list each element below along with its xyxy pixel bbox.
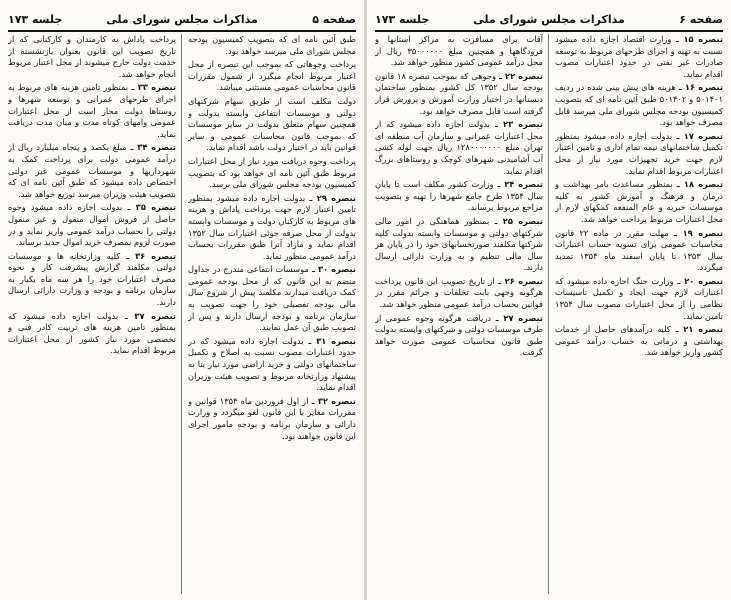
left-page-header xyxy=(8,8,356,32)
publication-title: مذاکرات مجلس شورای ملی xyxy=(106,13,258,26)
paragraph: تبصره ۲۳ ـ بدولت اجازه داده میشود که از محل اعتبارات عمرانی و سازمان آب منطقه ای تهران مبلغ ۱۲۸۰۰۰۰۰۰۰ ریال جهت لوله کشی آب آشامیدنی شهرهای کوچک و روستاهای بزرگ اقدام نماید. xyxy=(375,119,543,176)
paragraph: تبصره ۳۷ ـ بدولت اجازه داده میشود که بمنظور تامین هزینه های تربیت کادر فنی و تخصصی مورد نیاز کشور از محل اعتبارات مربوط اقدام نماید. xyxy=(8,310,176,356)
paragraph: تبصره ۳۶ ـ کلیه وزارتخانه ها و موسسات دولتی مکلفند گزارش پیشرفت کار و نحوه مصرف اعتبارات خود را هر سه ماه یکبار به سازمان برنامه و بودجه و وزارت دارائی ارسال دارند. xyxy=(8,250,176,308)
paragraph: طبق آئین نامه ای که بتصویب کمیسیون بودجه مجلس شورای ملی میرسد خواهد بود. xyxy=(188,34,356,56)
left-page-columns xyxy=(8,34,356,594)
paragraph: تبصره ۳۵ ـ بدولت اجازه داده میشود وجوه حاصل از فروش اموال منقول و غیر منقول دولتی را بحساب درآمد عمومی واریز نماید و در صورت لزوم بمصرف خرید اموال جدید برساند. xyxy=(8,202,176,248)
paragraph: تبصره ۱۸ ـ بمنظور مساعدت بامر بهداشت و درمان و فرهنگ و آموزش کشور به کلیه موسسات خیریه و عام المنفعه کمکهای لازم از محل اعتبارات مربوط پرداخت خواهد شد. xyxy=(555,179,723,224)
paragraph: تبصره ۲۱ ـ کلیه درآمدهای حاصل از خدمات بهداشتی و درمانی به حساب درآمد عمومی کشور واریز خواهد شد. xyxy=(555,324,723,358)
publication-title: مذاکرات مجلس شورای ملی xyxy=(473,13,625,26)
paragraph: تبصره ۲۹ ـ بدولت اجازه داده میشود بمنظور تامین اعتبار لازم جهت پرداخت پاداش و هزینه های مربوط به کارکنان دولت و موسسات وابسته بدولت از محل صرفه جوئی اعتبارات سال ۱۳۵۲ اقدام نماید و مازاد آنرا طبق مقررات بحساب درآمد عمومی منظور نماید. xyxy=(188,192,356,261)
text-column-right xyxy=(555,34,723,594)
text-column-right xyxy=(188,34,356,594)
paragraph: تبصره ۱۶ ـ هزینه های پیش بینی شده در ردیف ۵۰۱۴۰۱ و ۵۰۱۴۰۲ طبق آئین نامه ای که بتصویب کمیسیون بودجه مجلس شورای ملی میرسد قابل مصرف خواهد بود. xyxy=(555,82,723,128)
session-number: جلسه ۱۷۳ xyxy=(375,13,430,26)
paragraph: پرداخت وجوهاتی که بموجب این تبصره از محل اعتبار مربوط انجام میگیرد از شمول مقررات قانون محاسبات عمومی مستثنی میباشد. xyxy=(188,59,356,93)
paragraph: تبصره ۲۴ ـ وزارت کشور مکلف است تا پایان سال ۱۳۵۴ طرح جامع شهرها را تهیه و بتصویب مراجع مربوط برساند. xyxy=(375,179,543,213)
paragraph: تبصره ۳۱ ـ بدولت اجازه داده میشود که در حدود اعتبارات مصوب نسبت به اصلاح و تکمیل ساختمانهای دولتی و خرید اراضی مورد نیاز بنا به پیشنهاد وزارتخانه مربوط و تصویب هیئت وزیران اقدام نماید. xyxy=(188,335,356,393)
right-page xyxy=(367,0,731,600)
right-page-header xyxy=(375,8,723,32)
session-number: جلسه ۱۷۳ xyxy=(8,13,63,26)
paragraph: تبصره ۲۶ ـ از تاریخ تصویب این قانون پرداخت هرگونه وجهی بابت تخلفات و جرائم مقرر در قوانین بحساب درآمد عمومی منظور خواهد شد. xyxy=(375,275,543,310)
column-divider xyxy=(548,34,549,594)
paragraph: تبصره ۱۵ ـ وزارت اقتصاد اجازه داده میشود نسبت به تهیه و اجرای طرحهای مربوط به توسعه صادرات غیر نفتی در حدود اعتبارات مصوب اقدام نماید. xyxy=(555,34,723,79)
paragraph: تبصره ۳۰ ـ موسسات انتفاعی مندرج در جداول منضم به این قانون که از محل بودجه عمومی کمک دریافت میدارند مکلفند پیش از شروع سال مالی بودجه تفصیلی خود را جهت تصویب به سازمان برنامه و بودجه ارسال دارند و پس از تصویب طبق آن عمل نمایند. xyxy=(188,264,356,333)
paragraph: تبصره ۱۷ ـ بدولت اجازه داده میشود بمنظور تکمیل ساختمانهای نیمه تمام اداری و تامین اعتبار لازم جهت خرید تجهیزات مورد نیاز از محل اعتبارات مربوط اقدام نماید. xyxy=(555,130,723,176)
paragraph: تبصره ۳۲ ـ از اول فروردین ماه ۱۳۵۴ قوانین و مقررات مغایر با این قانون لغو میگردد و وزارت دارائی و سازمان برنامه و بودجه مامور اجرای این قانون خواهند بود. xyxy=(188,395,356,441)
paragraph: تبصره ۲۵ ـ بمنظور هماهنگی در امور مالی شرکتهای دولتی و موسسات وابسته بدولت کلیه شرکتها مکلفند صورتحسابهای خود را در پایان هر سال مالی تنظیم و به وزارت دارائی ارسال دارند. xyxy=(375,215,543,273)
left-page xyxy=(0,0,364,600)
paragraph: آقات برای مسافرت به مراکز استانها و فرودگاهها و همچنین مبلغ ۳۵۰۰۰۰۰۰ ریال از محل درآمد عمومی کشور منظور خواهد شد. xyxy=(375,34,543,68)
paragraph: تبصره ۳۳ ـ بمنظور تامین هزینه های مربوط به اجرای طرحهای عمرانی و توسعه شهرها و روستاها دولت مجاز است از محل اعتبارات عمومی وامهای کوتاه مدت و میان مدت دریافت نماید. xyxy=(8,82,176,139)
paragraph: تبصره ۲۲ ـ وجوهی که بموجب تبصره ۱۸ قانون بودجه سال ۱۳۵۲ کل کشور بمنظور ساختمان دبستانها در اختیار وزارت آموزش و پرورش قرار گرفته است قابل مصرف خواهد بود. xyxy=(375,70,543,116)
page-number: صفحه ۵ xyxy=(312,13,356,26)
column-divider xyxy=(181,34,182,594)
paragraph: پرداخت وجوه دریافت مورد نیاز از محل اعتبارات مربوط طبق آئین نامه ای خواهد بود که بتصویب کمیسیون بودجه مجلس شورای ملی برسد. xyxy=(188,155,356,190)
paragraph: تبصره ۱۹ ـ مهلت مقرر در ماده ۲۲ قانون محاسبات عمومی برای تسویه حساب اعتبارات سال ۱۳۵۳ تا پایان اسفند ماه ۱۳۵۴ تمدید میگردد. xyxy=(555,227,723,273)
text-column-left xyxy=(8,34,176,594)
paragraph: تبصره ۳۴ ـ مبلغ یکصد و پنجاه میلیارد ریال از درآمد عمومی دولت برای پرداخت کمک به شهرداریها و موسسات عمومی غیر دولتی اختصاص داده میشود که طبق آئین نامه ای که بتصویب هیئت وزیران میرسد توزیع خواهد شد. xyxy=(8,142,176,199)
paragraph: پرداخت پاداش به کارمندان و کارکنانی که از تاریخ تصویب این قانون بعنوان بازنشسته از خدمت دولت خارج میشوند از محل اعتبار مربوط انجام خواهد شد. xyxy=(8,34,176,79)
page-number: صفحه ۶ xyxy=(679,13,723,26)
paragraph: دولت مکلف است از طریق سهام شرکتهای دولتی و موسسات انتفاعی وابسته بدولت و همچنین سهام متعلق بدولت در سایر موسسات که بموجب قانون محاسبات عمومی و سایر قوانین باید در اختیار دولت باشد اقدام نماید. xyxy=(188,95,356,153)
paragraph: تبصره ۲۰ ـ وزارت جنگ اجازه داده میشود که اعتبارات لازم جهت ایجاد و تکمیل تاسیسات نظامی را از محل اعتبارات مصوب سال ۱۳۵۴ تامین نماید. xyxy=(555,275,723,321)
text-column-left xyxy=(375,34,543,594)
paragraph: تبصره ۲۷ ـ دریافت هرگونه وجوه عمومی از طرف موسسات دولتی و شرکتهای وابسته بدولت طبق قانون محاسبات عمومی صورت خواهد گرفت. xyxy=(375,312,543,358)
right-page-columns xyxy=(375,34,723,594)
